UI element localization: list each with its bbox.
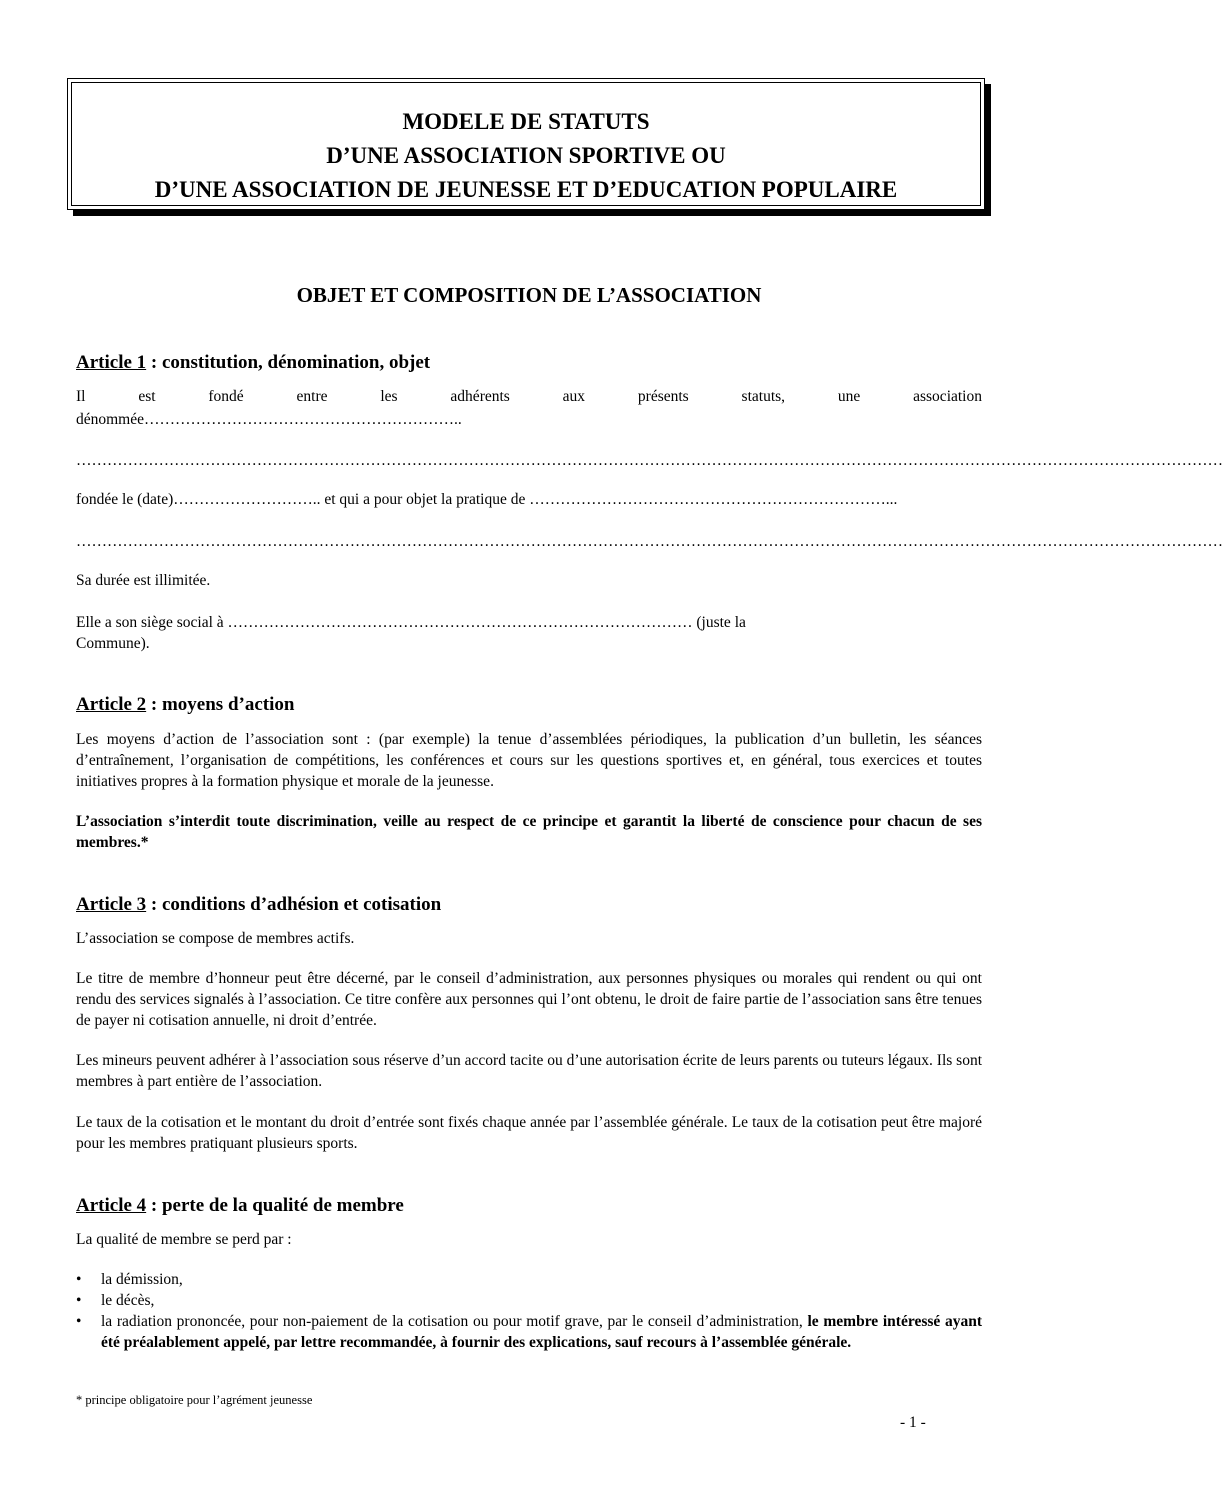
article-4-list	[76, 1269, 982, 1353]
article-2-heading	[76, 694, 294, 716]
article-1-founded-line: fondée le (date)……………………….. et qui a pour objet la pratique de ……………………………………………………………...	[76, 491, 898, 508]
article-4-title: : perte de la qualité de membre	[146, 1195, 404, 1216]
document-title	[68, 105, 984, 207]
article-4-heading	[76, 1195, 404, 1217]
article-1-seat-line-2: Commune).	[76, 635, 150, 652]
article-1-duration: Sa durée est illimitée.	[76, 572, 211, 589]
article-3-paragraph-4: Le taux de la cotisation et le montant du droit d’entrée sont fixés chaque année par l’assemblée générale. Le taux de la cotisation peut être majoré pour les membres pratiquant plusieurs sports.	[76, 1114, 982, 1152]
article-1-seat-line-1: Elle a son siège social à ……………………………………………………………………………… (juste la	[76, 614, 746, 631]
article-2-body: Les moyens d’action de l’association sont : (par exemple) la tenue d’assemblées périodiques, la publication d’un bulletin, les séances d’entraînement, l’organisation de compétitions, les conférences et cours sur les questions sportives et, en général, tous exercices et toutes initiatives propres à la formation physique et morale de la jeunesse.	[76, 731, 982, 790]
list-item-bold-text: le membre intéressé ayant été préalablement appelé, par lettre recommandée, à fournir des explications, sauf recours à l’assemblée générale.	[101, 1313, 982, 1351]
article-1-heading	[76, 352, 430, 374]
title-box	[67, 78, 985, 210]
list-item-text: la démission,	[101, 1271, 183, 1288]
section-title: OBJET ET COMPOSITION DE L’ASSOCIATION	[296, 283, 762, 307]
article-1-title: : constitution, dénomination, objet	[146, 352, 431, 373]
bullet-icon: •	[76, 1292, 82, 1309]
title-line-1: MODELE DE STATUTS	[402, 109, 650, 134]
page-number: - 1 -	[900, 1414, 926, 1431]
article-1-number: Article 1	[76, 352, 147, 373]
article-2-bold-body: L’association s’interdit toute discrimination, veille au respect de ce principe et garantit la liberté de conscience pour chacun de ses membres.*	[76, 813, 982, 851]
list-item	[76, 1311, 982, 1353]
bullet-icon: •	[76, 1271, 82, 1288]
title-line-2: D’UNE ASSOCIATION SPORTIVE OU	[326, 143, 726, 168]
bullet-icon: •	[76, 1313, 82, 1330]
list-item-text: la radiation prononcée, pour non-paiement de la cotisation ou pour motif grave, par le conseil d’administration,	[101, 1313, 808, 1330]
article-3-paragraph-1: L’association se compose de membres actifs.	[76, 930, 355, 947]
article-4-intro: La qualité de membre se perd par :	[76, 1231, 292, 1248]
article-2-number: Article 2	[76, 694, 147, 715]
footnote: * principe obligatoire pour l’agrément jeunesse	[76, 1393, 313, 1407]
article-3-paragraph-2: Le titre de membre d’honneur peut être décerné, par le conseil d’administration, aux personnes physiques ou morales qui rendent ou qui ont rendu des services signalés à l’association. Ce titre confère aux personnes qui l’ont obtenu, le droit de faire partie de l’association sans être tenues de payer ni cotisation annuelle, ni droit d’entrée.	[76, 970, 982, 1029]
article-1-dotted-line-2: ……………………………………………………………………………………………………………………………………………………………………………………………………	[76, 533, 1223, 550]
article-2-title: : moyens d’action	[146, 694, 295, 715]
list-item-text: le décès,	[101, 1292, 155, 1309]
article-3-heading	[76, 894, 441, 916]
article-3-title: : conditions d’adhésion et cotisation	[146, 894, 442, 915]
article-1-line-2: dénommée……………………………………………………..	[76, 411, 462, 428]
list-item	[76, 1269, 982, 1290]
title-line-3: D’UNE ASSOCIATION DE JEUNESSE ET D’EDUCATION POPULAIRE	[154, 177, 898, 202]
article-1-dotted-line-1: ……………………………………………………………………………………………………………………………………………………………………………………………………	[76, 452, 1223, 469]
article-3-paragraph-3: Les mineurs peuvent adhérer à l’association sous réserve d’un accord tacite ou d’une autorisation écrite de leurs parents ou tuteurs légaux. Ils sont membres à part entière de l’association.	[76, 1052, 983, 1090]
article-3-number: Article 3	[76, 894, 147, 915]
article-1-line-1: Il est fondé entre les adhérents aux présents statuts, une association	[76, 388, 982, 405]
article-4-number: Article 4	[76, 1195, 147, 1216]
list-item	[76, 1290, 982, 1311]
